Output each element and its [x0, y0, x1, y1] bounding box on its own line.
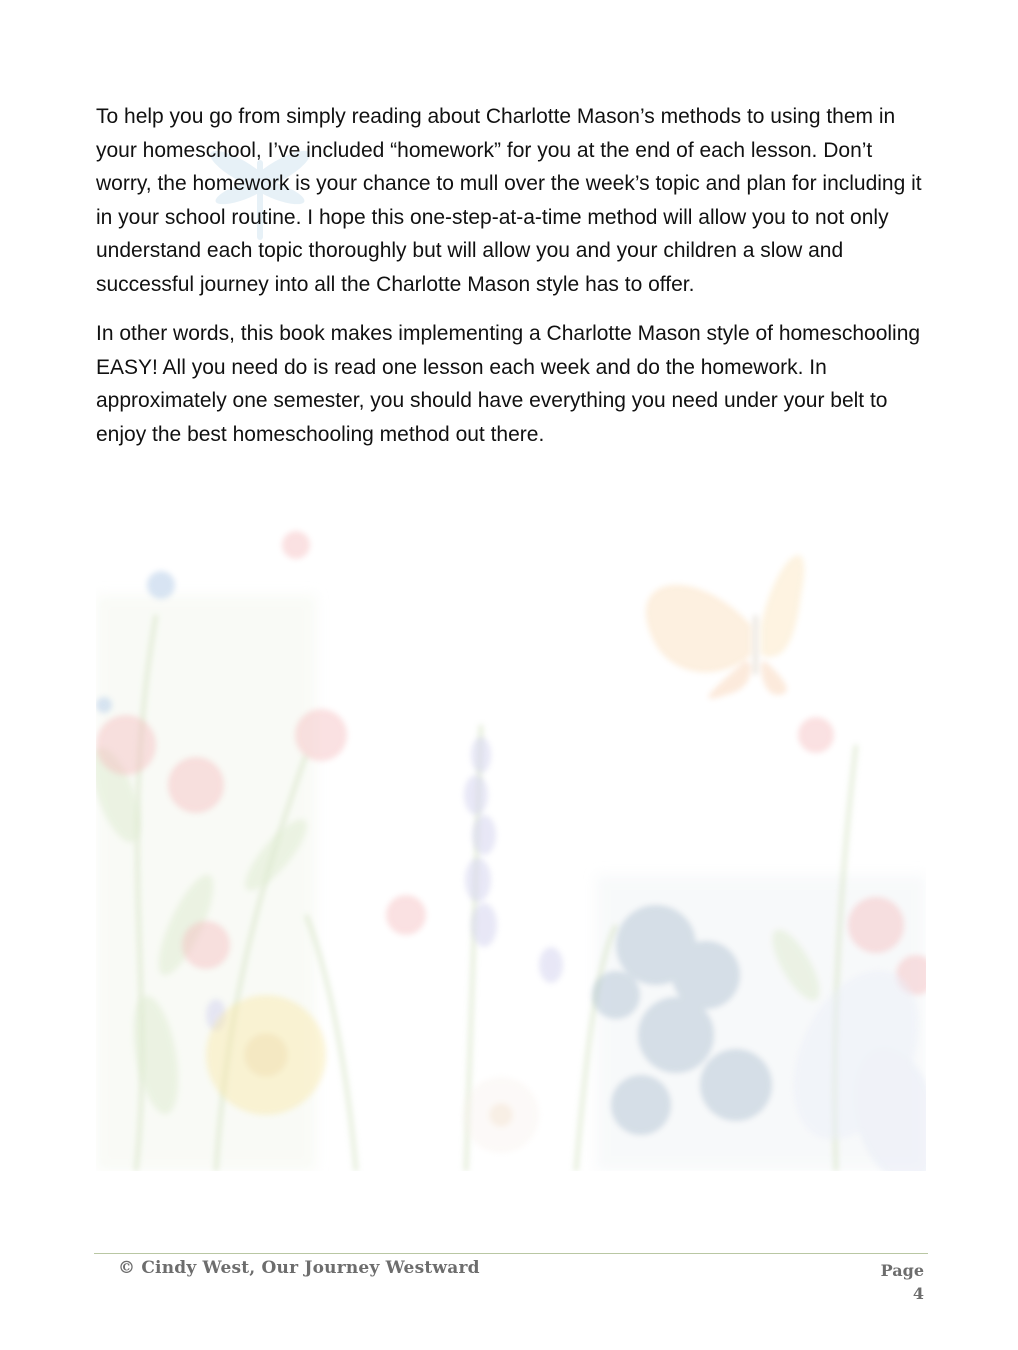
paragraph-homework: To help you go from simply reading about Charlotte Mason’s methods to using them in your homeschool, I’ve included “homework” for you at the end of each lesson. Don’t worry, the homework is your chance to mull over the week’s topic and plan for including it in your school routine. I hope this one-step-at-a-time method will allow you to not only understand each topic thoroughly but will allow you and your children a slow and successful journey into all the Charlotte Mason style has to offer. — [96, 105, 922, 296]
paragraph-in-other-words: In other words, this book makes implementing a Charlotte Mason style of homeschooling EASY! All you need do is read one lesson each week and do the homework. In approximately one semester, you should have everything you need under your belt to enjoy the best homeschooling method out there. — [96, 322, 921, 446]
footer-divider — [94, 1253, 928, 1254]
page-label: Page — [880, 1261, 924, 1280]
footer-page-number — [844, 1259, 924, 1305]
page-number: 4 — [912, 1284, 924, 1303]
body-text — [96, 100, 932, 467]
floral-watercolor-illustration — [96, 495, 926, 1171]
footer-copyright: © Cindy West, Our Journey Westward — [118, 1258, 480, 1278]
